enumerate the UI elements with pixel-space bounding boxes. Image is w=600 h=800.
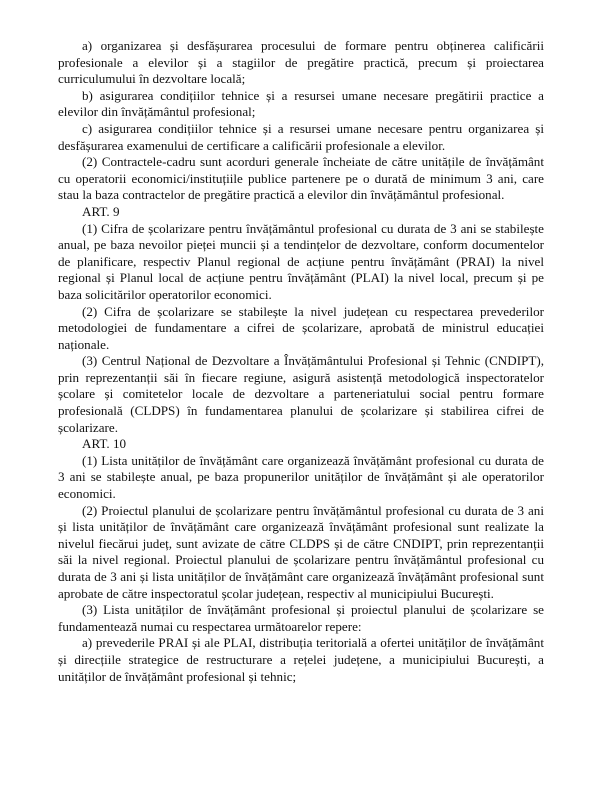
paragraph-art8-item-c: c) asigurarea condițiilor tehnice și a resursei umane necesare pentru organizarea și desfășurarea examenului de certificare a calificării profesionale a elevilor. — [58, 120, 544, 153]
document-page — [58, 38, 544, 685]
paragraph-art8-item-b: b) asigurarea condițiilor tehnice și a resursei umane necesare pregătirii practice a elevilor din învățământul profesional; — [58, 87, 544, 120]
paragraph-art10-alin-3: (3) Lista unităților de învățământ profesional și proiectul planului de școlarizare se fundamentează numai cu respectarea următoarelor repere: — [58, 602, 544, 634]
paragraph-art10-item-a: a) prevederile PRAI și ale PLAI, distribuția teritorială a ofertei unităților de învățământ și direcțiile strategice de restructurare a rețelei județene, a municipiului București, a unităților de învățământ profesional și tehnic; — [58, 635, 544, 684]
paragraph-art8-item-a: a) organizarea și desfășurarea procesului de formare pentru obținerea calificării profesionale a elevilor și a stagiilor de pregătire practică, precum și proiectarea curriculumului în dezvoltare locală; — [58, 38, 544, 87]
paragraph-art10-alin-2: (2) Proiectul planului de școlarizare pentru învățământul profesional cu durata de 3 ani și lista unităților de învățământ care organizează învățământ profesional sunt realizate la nivelul fiecărui județ, sunt avizate de către CLDPS și de către CNDIPT, prin reprezentanții săi la nivel regional. Proiectul planului de școlarizare pentru învățământul profesional cu durata de 3 ani și lista unităților de învățământ care organizează învățământ profesional sunt aprobate de către inspectoratul școlar județean, respectiv al municipiului București. — [58, 502, 544, 601]
paragraph-art9-alin-2: (2) Cifra de școlarizare se stabilește la nivel județean cu respectarea prevederilor metodologiei de fundamentare a cifrei de școlarizare, aprobată de ministrul educației naționale. — [58, 303, 544, 352]
paragraph-art9-alin-1: (1) Cifra de școlarizare pentru învățământul profesional cu durata de 3 ani se stabilește anual, pe baza nevoilor pieței muncii și a tendințelor de dezvoltare, conform documentelor de planificare, respectiv Planul regional de acțiune pentru învățământ (PRAI) la nivel regional și Planul local de acțiune pentru învățământ (PLAI) la nivel local, precum și pe baza solicitărilor operatorilor economici. — [58, 220, 544, 302]
article-heading-9: ART. 9 — [82, 203, 120, 219]
paragraph-art8-alin-2: (2) Contractele-cadru sunt acorduri generale încheiate de către unitățile de învățământ cu operatorii economici/instituțiile publice partenere pe o durată de minimum 3 ani, care stau la baza contractelor de pregătire practică a elevilor din învățământul profesional. — [58, 154, 544, 203]
paragraph-art9-alin-3: (3) Centrul Național de Dezvoltare a Învățământului Profesional și Tehnic (CNDIPT), prin reprezentanții săi în fiecare regiune, asigură asistență metodologică inspectoratelor școlare și comitetelor locale de dezvoltare a parteneriatului social pentru formare profesională (CLDPS) în fundamentarea planului de școlarizare și stabilirea cifrei de școlarizare. — [58, 353, 544, 435]
article-heading-10: ART. 10 — [82, 436, 127, 452]
paragraph-art10-alin-1: (1) Lista unităților de învățământ care organizează învățământ profesional cu durata de 3 ani se stabilește anual, pe baza propunerilor unităților de învățământ și ale operatorilor economici. — [58, 452, 544, 502]
